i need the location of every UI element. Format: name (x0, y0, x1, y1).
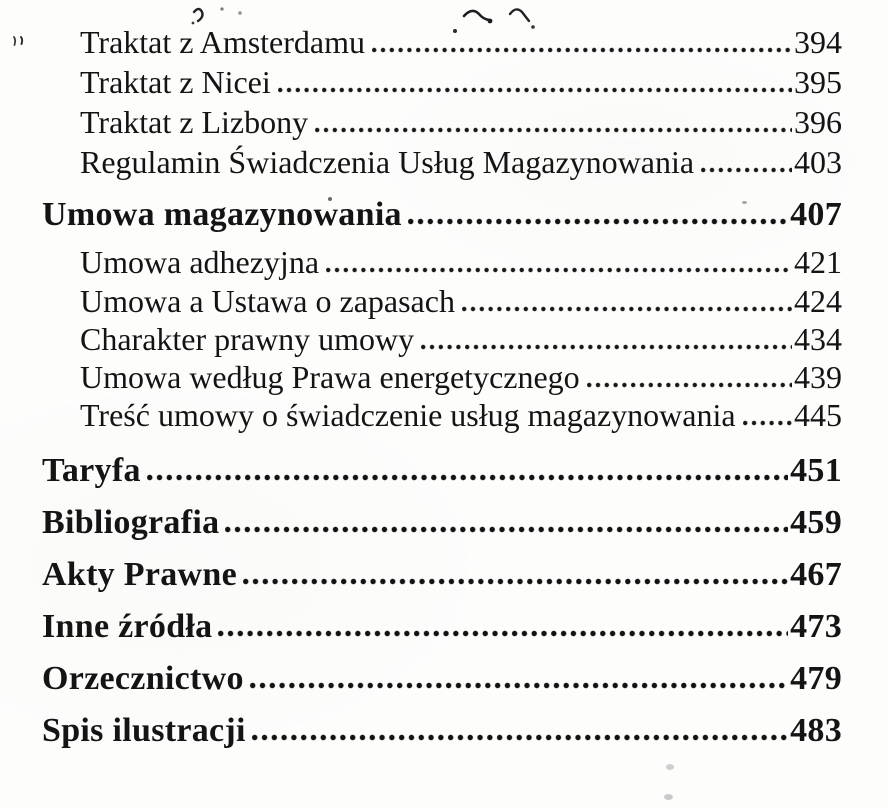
toc-entry-title: Orzecznictwo (42, 660, 244, 697)
toc-entry-title: Taryfa (42, 452, 141, 489)
toc-entry-page: 395 (794, 64, 842, 100)
dot-leader (315, 127, 792, 133)
toc-entry-page: 407 (790, 196, 842, 233)
toc-entry (42, 451, 842, 491)
toc-entry-page: 424 (794, 283, 842, 319)
toc-entry-page: 421 (794, 244, 842, 280)
toc-entry-page: 434 (794, 321, 842, 357)
toc-entry-title: Inne źródła (42, 608, 213, 645)
toc-entry-page: 445 (794, 397, 842, 433)
toc-entry (42, 659, 842, 699)
toc-entry-title: Charakter prawny umowy (80, 321, 415, 357)
dot-leader (421, 344, 792, 350)
dot-leader (243, 578, 788, 585)
toc-entry-title: Umowa magazynowania (42, 196, 402, 233)
toc-entry (80, 22, 842, 62)
dot-leader (225, 526, 788, 533)
toc-entry-title: Umowa a Ustawa o zapasach (80, 283, 455, 319)
dot-leader (743, 420, 792, 426)
toc-entry-page: 396 (794, 104, 842, 140)
toc-entry-page: 451 (790, 452, 842, 489)
toc-entry-page: 439 (794, 359, 842, 395)
dot-leader (372, 47, 792, 53)
dot-leader (462, 306, 792, 312)
dot-leader (587, 382, 792, 388)
dot-leader (278, 87, 792, 93)
toc-entry (42, 607, 842, 647)
dot-leader (250, 682, 788, 689)
toc-entry-page: 473 (790, 608, 842, 645)
scan-speck (664, 794, 673, 800)
scan-speck (666, 764, 674, 770)
toc-entry-page: 459 (790, 504, 842, 541)
toc-entry-title: Umowa adhezyjna (80, 244, 320, 280)
toc-entry (42, 195, 842, 235)
scan-artifact-margin-ticks (10, 34, 32, 52)
toc-entry (80, 62, 842, 102)
toc-entry (80, 142, 842, 182)
toc-entry (80, 319, 842, 359)
toc-entry (42, 503, 842, 543)
toc-entry (42, 711, 842, 751)
toc-entry (80, 281, 842, 321)
toc-entry-title: Akty Prawne (42, 556, 237, 593)
toc-entry (80, 242, 842, 282)
toc-entry-page: 403 (794, 144, 842, 180)
toc-entry (80, 357, 842, 397)
toc-entry-title: Spis ilustracji (42, 712, 246, 749)
toc-entry-title: Traktat z Lizbony (80, 104, 309, 140)
toc-entry-page: 483 (790, 712, 842, 749)
dot-leader (147, 474, 788, 481)
toc-entry-title: Bibliografia (42, 504, 220, 541)
toc-entry-page: 467 (790, 556, 842, 593)
toc-entry-title: Regulamin Świadczenia Usług Magazynowania (80, 144, 695, 180)
toc-entry-page: 394 (794, 24, 842, 60)
dot-leader (326, 267, 792, 273)
dot-leader (218, 630, 788, 637)
toc-entry-title: Treść umowy o świadczenie usług magazynowania (80, 397, 736, 433)
dot-leader (408, 218, 788, 225)
toc-entry-page: 479 (790, 660, 842, 697)
toc-entry-title: Umowa według Prawa energetycznego (80, 359, 580, 395)
dot-leader (252, 734, 788, 741)
toc-entry-title: Traktat z Amsterdamu (80, 24, 365, 60)
toc-entry (42, 555, 842, 595)
dot-leader (701, 167, 792, 173)
toc-entry (80, 102, 842, 142)
toc-entry (80, 395, 842, 435)
toc-entry-title: Traktat z Nicei (80, 64, 271, 100)
